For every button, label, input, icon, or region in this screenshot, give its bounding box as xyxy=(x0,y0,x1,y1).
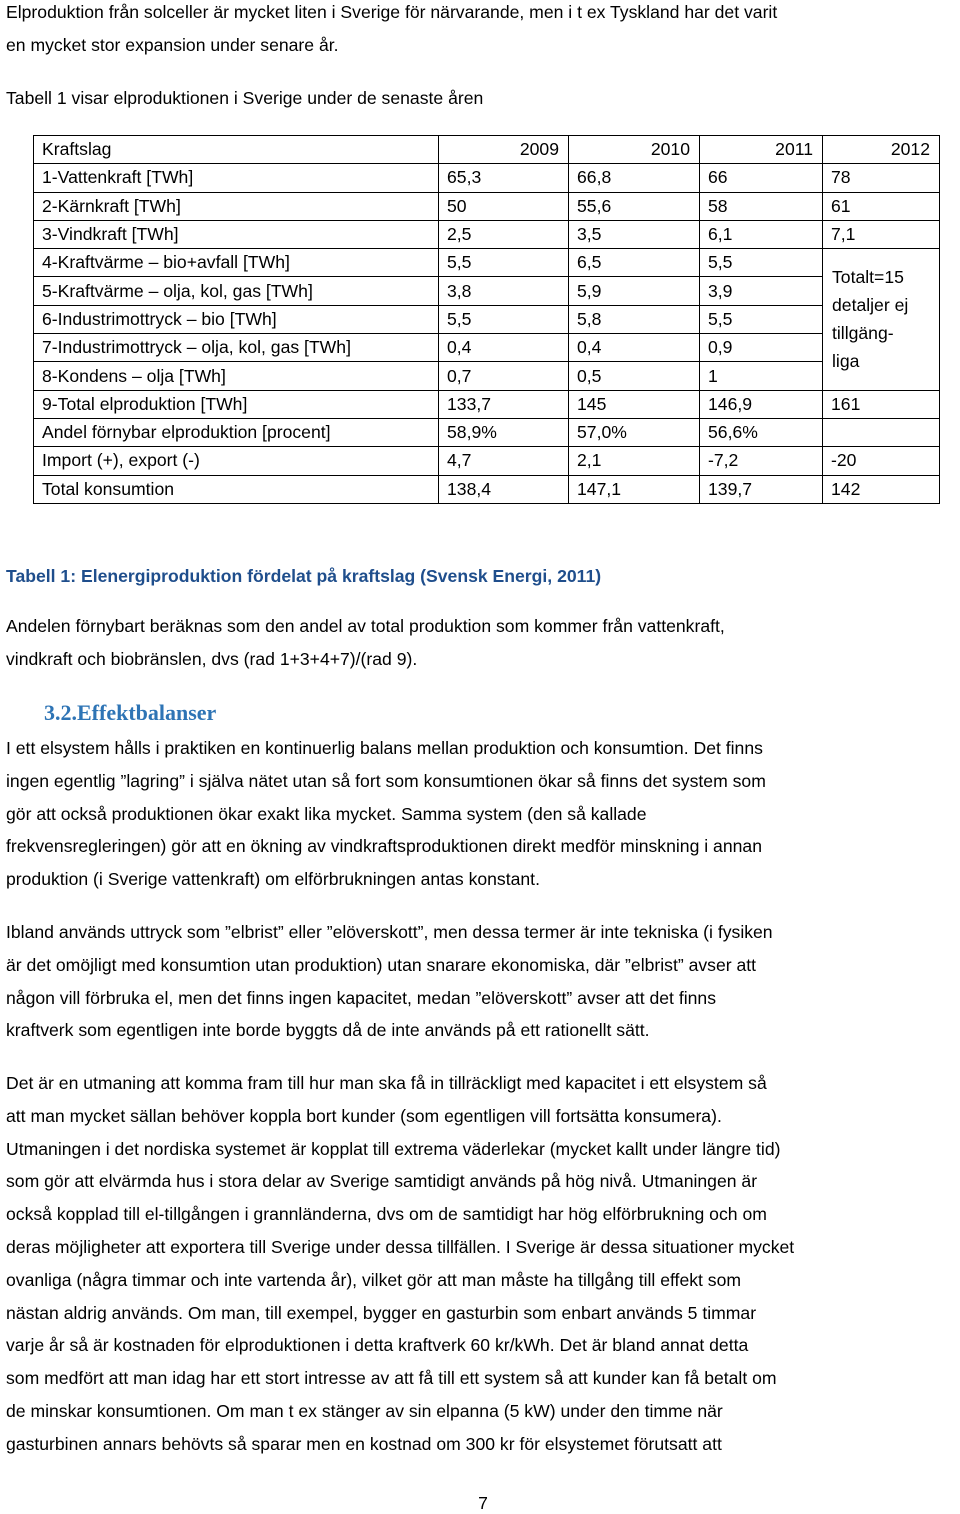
table-row xyxy=(34,277,940,305)
text-line: gasturbinen annars behövts så sparar men en kostnad om 300 kr för elsystemet förutsatt att xyxy=(6,1433,722,1454)
header-cell: 2012 xyxy=(823,136,940,164)
table-cell: 0,7 xyxy=(439,362,569,390)
table-cell: 3,5 xyxy=(569,220,700,248)
table-cell: 2,1 xyxy=(569,447,700,475)
challenge-paragraph xyxy=(6,1067,956,1461)
table-cell: 78 xyxy=(823,164,940,192)
text-line: också kopplad till el-tillgången i grannländerna, dvs om de samtidigt har hög elförbrukning och om xyxy=(6,1204,767,1225)
table-cell: Andel förnybar elproduktion [procent] xyxy=(34,418,439,446)
table-cell: 6,1 xyxy=(700,220,823,248)
text-line: Ibland används uttryck som ”elbrist” eller ”elöverskott”, men dessa termer är inte tekniska (i fysiken xyxy=(6,922,773,942)
page-number: 7 xyxy=(478,1493,488,1513)
table-cell: 1-Vattenkraft [TWh] xyxy=(34,164,439,192)
text-line: Andelen förnybart beräknas som den andel av total produktion som kommer från vattenkraft, xyxy=(6,616,725,636)
table-cell: 0,4 xyxy=(439,334,569,362)
table-cell: 56,6% xyxy=(700,418,823,446)
table-cell: 146,9 xyxy=(700,390,823,418)
text-line: att man mycket sällan behöver koppla bort kunder (som egentligen vill fortsätta konsumera). xyxy=(6,1105,722,1126)
text-line: Det är en utmaning att komma fram till hur man ska få in tillräckligt med kapacitet i ett elsystem så xyxy=(6,1073,767,1093)
table-cell xyxy=(823,418,940,446)
table-header-row xyxy=(34,136,940,164)
merged-total-note xyxy=(823,249,940,390)
table-cell: 6,5 xyxy=(569,249,700,277)
text-line: någon vill förbruka el, men det finns ingen kapacitet, medan ”elöverskott” avser att det finns xyxy=(6,987,716,1008)
table-cell: 7,1 xyxy=(823,220,940,248)
table-cell: 0,5 xyxy=(569,362,700,390)
renewable-share-paragraph xyxy=(6,610,956,676)
intro-paragraph xyxy=(6,0,956,62)
table-cell: 8-Kondens – olja [TWh] xyxy=(34,362,439,390)
text-line: varje år så är kostnaden för elproduktionen i detta kraftverk 60 kr/kWh. Det är bland annat detta xyxy=(6,1335,749,1356)
table-row xyxy=(34,475,940,503)
table-cell: 0,4 xyxy=(569,334,700,362)
text-line: deras möjligheter att exportera till Sverige under dessa tillfällen. I Sverige är dessa situationer mycket xyxy=(6,1236,795,1257)
table-cell: 133,7 xyxy=(439,390,569,418)
table-cell: 6-Industrimottryck – bio [TWh] xyxy=(34,305,439,333)
note-line: detaljer ej xyxy=(832,295,909,316)
table-lead-text: Tabell 1 visar elproduktionen i Sverige under de senaste åren xyxy=(6,88,484,108)
table-cell: 161 xyxy=(823,390,940,418)
text-line: som gör att elvärmda hus i stora delar av Sverige samtidigt används på hög nivå. Utmaningen är xyxy=(6,1171,758,1192)
text-line: är det omöjligt med konsumtion utan produktion) utan snarare ekonomiska, där ”elbrist” avser att xyxy=(6,954,757,975)
table-cell: 1 xyxy=(700,362,823,390)
table-cell: 57,0% xyxy=(569,418,700,446)
table-row xyxy=(34,249,940,277)
table-cell: -20 xyxy=(823,447,940,475)
text-line: en mycket stor expansion under senare år. xyxy=(6,34,339,55)
table-cell: 7-Industrimottryck – olja, kol, gas [TWh] xyxy=(34,334,439,362)
table-cell: 5,8 xyxy=(569,305,700,333)
table-cell: Total konsumtion xyxy=(34,475,439,503)
note-line: tillgäng- xyxy=(832,323,894,344)
table-cell: 2,5 xyxy=(439,220,569,248)
table-row xyxy=(34,447,940,475)
table-cell: 58,9% xyxy=(439,418,569,446)
text-line: Elproduktion från solceller är mycket liten i Sverige för närvarande, men i t ex Tyskland har det varit xyxy=(6,2,778,22)
table-cell: 5,5 xyxy=(439,305,569,333)
table-cell: 5,5 xyxy=(439,249,569,277)
table-cell: 2-Kärnkraft [TWh] xyxy=(34,192,439,220)
table-cell: 4-Kraftvärme – bio+avfall [TWh] xyxy=(34,249,439,277)
table-cell: 5-Kraftvärme – olja, kol, gas [TWh] xyxy=(34,277,439,305)
table-cell: 138,4 xyxy=(439,475,569,503)
text-line: nästan aldrig används. Om man, till exempel, bygger en gasturbin som enbart används 5 timmar xyxy=(6,1302,757,1323)
energy-production-table xyxy=(33,135,940,504)
table-cell: 55,6 xyxy=(569,192,700,220)
table-cell: 5,9 xyxy=(569,277,700,305)
table-row xyxy=(34,305,940,333)
table-cell: 3,9 xyxy=(700,277,823,305)
balance-paragraph xyxy=(6,732,956,896)
table-cell: 66,8 xyxy=(569,164,700,192)
table-row xyxy=(34,220,940,248)
text-line: I ett elsystem hålls i praktiken en kontinuerlig balans mellan produktion och konsumtion. Det finns xyxy=(6,738,763,758)
header-cell: Kraftslag xyxy=(34,136,439,164)
text-line: kraftverk som egentligen inte borde byggts då de inte används på ett rationellt sätt. xyxy=(6,1020,650,1041)
table-row xyxy=(34,418,940,446)
table-cell: 9-Total elproduktion [TWh] xyxy=(34,390,439,418)
table-cell: 58 xyxy=(700,192,823,220)
text-line: ovanliga (några timmar och inte vartenda år), vilket gör att man måste ha tillgång till effekt som xyxy=(6,1269,742,1290)
table-cell: 139,7 xyxy=(700,475,823,503)
table-row xyxy=(34,164,940,192)
table-cell: 4,7 xyxy=(439,447,569,475)
section-heading: 3.2.Effektbalanser xyxy=(44,700,217,725)
table-row xyxy=(34,192,940,220)
table-row xyxy=(34,334,940,362)
table-row xyxy=(34,362,940,390)
table-cell: 142 xyxy=(823,475,940,503)
table-cell: 66 xyxy=(700,164,823,192)
note-line: liga xyxy=(832,351,860,372)
note-line: Totalt=15 xyxy=(832,267,904,288)
table-row xyxy=(34,390,940,418)
text-line: produktion (i Sverige vattenkraft) om elförbrukningen antas konstant. xyxy=(6,869,540,890)
text-line: vindkraft och biobränslen, dvs (rad 1+3+4+7)/(rad 9). xyxy=(6,648,418,669)
table-cell: 50 xyxy=(439,192,569,220)
text-line: ingen egentlig ”lagring” i själva nätet utan så fort som konsumtionen ökar så finns det system som xyxy=(6,770,766,791)
table-caption: Tabell 1: Elenergiproduktion fördelat på kraftslag (Svensk Energi, 2011) xyxy=(6,566,602,586)
header-cell: 2009 xyxy=(439,136,569,164)
table-cell: 3-Vindkraft [TWh] xyxy=(34,220,439,248)
header-cell: 2011 xyxy=(700,136,823,164)
text-line: gör att också produktionen ökar exakt lika mycket. Samma system (den så kallade xyxy=(6,803,647,824)
table-cell: Import (+), export (-) xyxy=(34,447,439,475)
text-line: Utmaningen i det nordiska systemet är kopplat till extrema väderlekar (mycket kallt under längre tid) xyxy=(6,1138,781,1159)
table-cell: 0,9 xyxy=(700,334,823,362)
table-cell: 65,3 xyxy=(439,164,569,192)
table-cell: -7,2 xyxy=(700,447,823,475)
text-line: frekvensregleringen) gör att en ökning av vindkraftsproduktionen direkt medför minskning i annan xyxy=(6,836,762,857)
text-line: de minskar konsumtionen. Om man t ex stänger av sin elpanna (5 kW) under den timme när xyxy=(6,1400,723,1421)
text-line: som medfört att man idag har ett stort intresse av att få till ett system så att kunder kan få betalt om xyxy=(6,1368,777,1389)
table-cell: 61 xyxy=(823,192,940,220)
table-cell: 5,5 xyxy=(700,249,823,277)
header-cell: 2010 xyxy=(569,136,700,164)
table-cell: 3,8 xyxy=(439,277,569,305)
table-cell: 5,5 xyxy=(700,305,823,333)
table-cell: 145 xyxy=(569,390,700,418)
terms-paragraph xyxy=(6,916,956,1047)
table-cell: 147,1 xyxy=(569,475,700,503)
